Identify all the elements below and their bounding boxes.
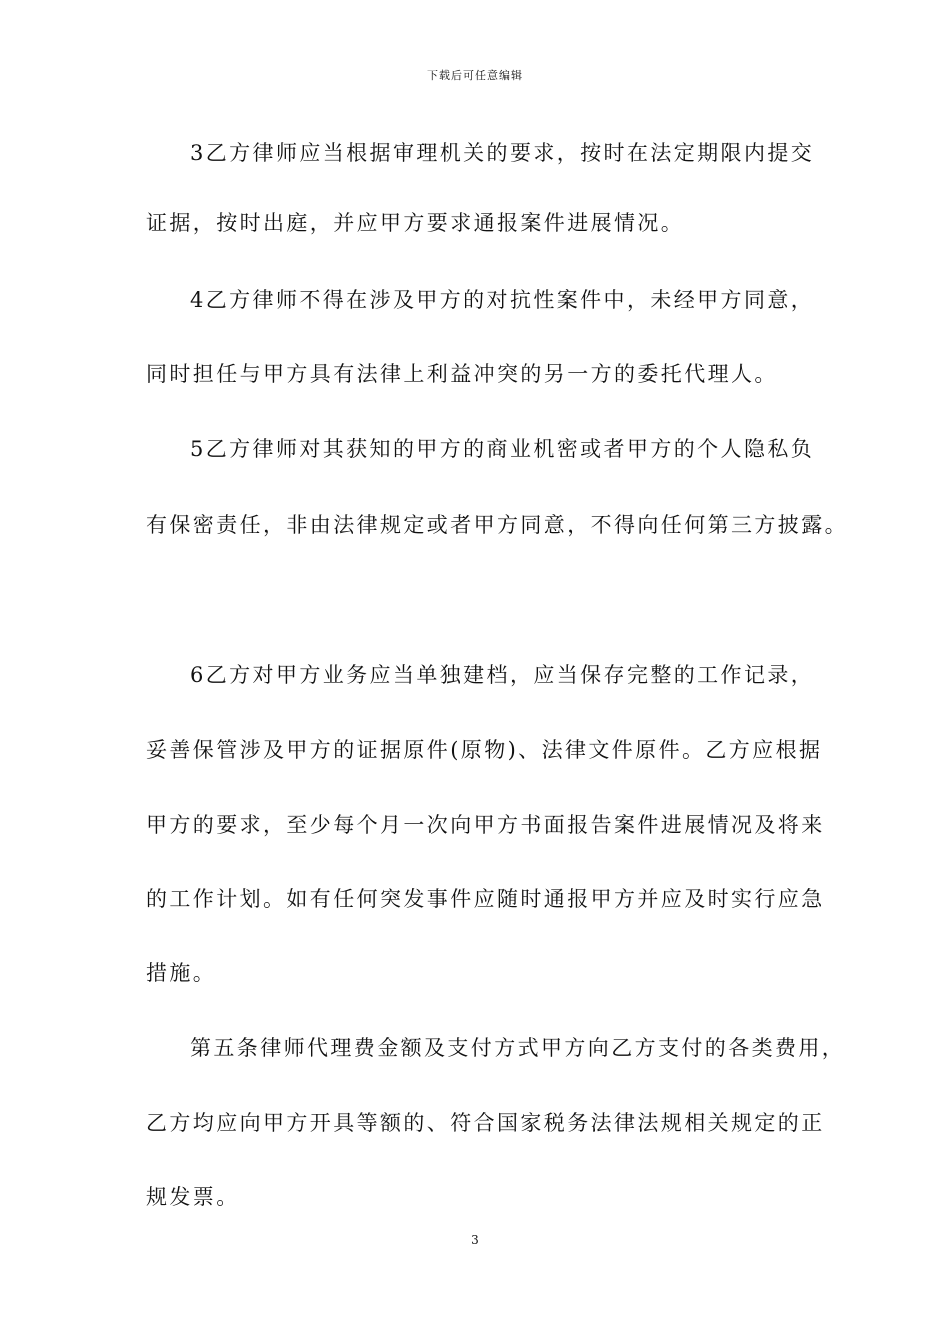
- paragraph-6-line-4: 的工作计划。如有任何突发事件应随时通报甲方并应及时实行应急: [146, 887, 825, 911]
- article-5-line-1: 第五条律师代理费金额及支付方式甲方向乙方支付的各类费用，: [190, 1036, 846, 1060]
- paragraph-5-line-1: 5乙方律师对其获知的甲方的商业机密或者甲方的个人隐私负: [190, 437, 815, 461]
- article-5-line-3: 规发票。: [146, 1185, 240, 1209]
- paragraph-6-line-1: 6乙方对甲方业务应当单独建档，应当保存完整的工作记录，: [190, 663, 815, 687]
- paragraph-4-line-2: 同时担任与甲方具有法律上利益冲突的另一方的委托代理人。: [146, 362, 778, 386]
- paragraph-6-line-5: 措施。: [146, 961, 217, 985]
- article-5-line-2: 乙方均应向甲方开具等额的、符合国家税务法律法规相关规定的正: [146, 1111, 825, 1135]
- page-number: 3: [471, 1233, 479, 1247]
- paragraph-4-line-1: 4乙方律师不得在涉及甲方的对抗性案件中，未经甲方同意，: [190, 288, 815, 312]
- paragraph-3-line-1: 3乙方律师应当根据审理机关的要求，按时在法定期限内提交: [190, 141, 815, 165]
- page-header: 下载后可任意编辑: [427, 69, 523, 82]
- paragraph-6-line-2: 妥善保管涉及甲方的证据原件(原物)、法律文件原件。乙方应根据: [146, 738, 823, 762]
- paragraph-3-line-2: 证据，按时出庭，并应甲方要求通报案件进展情况。: [146, 211, 685, 235]
- paragraph-5-line-2: 有保密责任，非由法律规定或者甲方同意，不得向任何第三方披露。: [146, 513, 848, 537]
- paragraph-6-line-3: 甲方的要求，至少每个月一次向甲方书面报告案件进展情况及将来: [146, 813, 825, 837]
